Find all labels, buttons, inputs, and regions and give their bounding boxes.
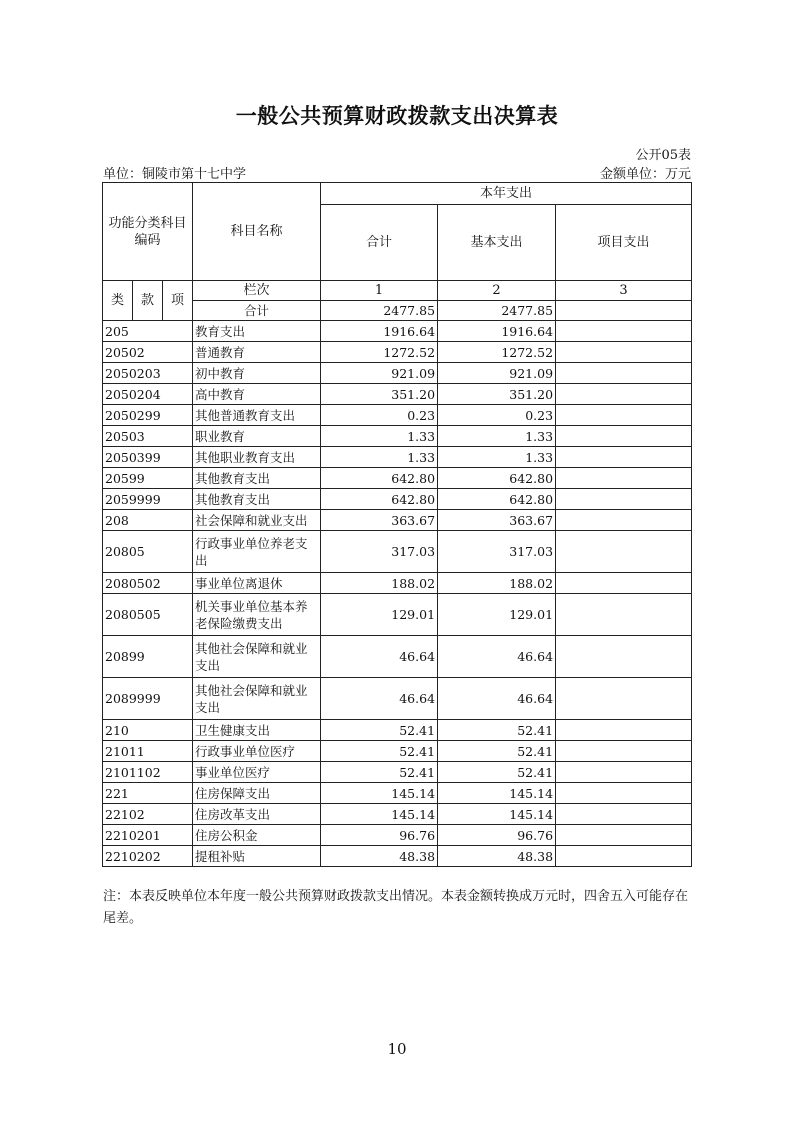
row-total: 46.64	[321, 678, 438, 720]
row-project	[556, 363, 692, 384]
row-basic: 1272.52	[438, 342, 556, 363]
row-basic: 145.14	[438, 783, 556, 804]
page-title: 一般公共预算财政拨款支出决算表	[235, 103, 559, 128]
row-total: 52.41	[321, 741, 438, 762]
row-name: 教育支出	[193, 321, 321, 342]
row-name: 住房公积金	[193, 825, 321, 846]
table-row	[103, 636, 692, 678]
header-lei: 类	[103, 281, 133, 321]
row-name: 普通教育	[193, 342, 321, 363]
row-basic: 52.41	[438, 741, 556, 762]
row-name: 住房改革支出	[193, 804, 321, 825]
row-project	[556, 321, 692, 342]
header-basic: 基本支出	[438, 205, 556, 281]
table-row	[103, 720, 692, 741]
table-row	[103, 489, 692, 510]
row-total: 642.80	[321, 489, 438, 510]
row-basic: 46.64	[438, 636, 556, 678]
row-project	[556, 678, 692, 720]
sum-total: 2477.85	[321, 301, 438, 321]
row-code: 221	[103, 783, 193, 804]
table-row	[103, 384, 692, 405]
row-total: 145.14	[321, 783, 438, 804]
row-project	[556, 510, 692, 531]
row-basic: 145.14	[438, 804, 556, 825]
header-column-label: 栏次	[193, 281, 321, 301]
header-kuan: 款	[133, 281, 163, 321]
row-total: 0.23	[321, 405, 438, 426]
table-row	[103, 342, 692, 363]
header-total: 合计	[321, 205, 438, 281]
row-name: 其他职业教育支出	[193, 447, 321, 468]
row-code: 20503	[103, 426, 193, 447]
table-row	[103, 321, 692, 342]
row-basic: 129.01	[438, 594, 556, 636]
row-basic: 48.38	[438, 846, 556, 867]
row-code: 2059999	[103, 489, 193, 510]
row-name: 事业单位离退休	[193, 573, 321, 594]
row-code: 2080505	[103, 594, 193, 636]
row-basic: 1.33	[438, 447, 556, 468]
row-code: 2101102	[103, 762, 193, 783]
footnote: 注：本表反映单位本年度一般公共预算财政拨款支出情况。本表金额转换成万元时，四舍五入可能存在尾差。	[103, 889, 689, 926]
table-row	[103, 762, 692, 783]
row-code: 2210202	[103, 846, 193, 867]
table-row	[103, 804, 692, 825]
row-project	[556, 783, 692, 804]
row-basic: 0.23	[438, 405, 556, 426]
row-project	[556, 468, 692, 489]
table-row	[103, 741, 692, 762]
row-total: 351.20	[321, 384, 438, 405]
table-row	[103, 468, 692, 489]
row-project	[556, 426, 692, 447]
table-row	[103, 531, 692, 573]
row-code: 20805	[103, 531, 193, 573]
row-code: 205	[103, 321, 193, 342]
row-name: 初中教育	[193, 363, 321, 384]
header-col3: 3	[556, 281, 692, 301]
row-code: 2050203	[103, 363, 193, 384]
table-row	[103, 825, 692, 846]
row-code: 2080502	[103, 573, 193, 594]
row-basic: 317.03	[438, 531, 556, 573]
row-code: 2050299	[103, 405, 193, 426]
row-basic: 642.80	[438, 468, 556, 489]
row-code: 22102	[103, 804, 193, 825]
table-row	[103, 426, 692, 447]
row-name: 行政事业单位养老支出	[193, 531, 321, 573]
row-basic: 363.67	[438, 510, 556, 531]
row-project	[556, 573, 692, 594]
row-basic: 921.09	[438, 363, 556, 384]
row-basic: 52.41	[438, 762, 556, 783]
row-project	[556, 636, 692, 678]
row-project	[556, 762, 692, 783]
row-total: 1.33	[321, 426, 438, 447]
row-total: 129.01	[321, 594, 438, 636]
row-project	[556, 384, 692, 405]
row-name: 其他教育支出	[193, 468, 321, 489]
money-unit-label: 金额单位：万元	[599, 167, 691, 182]
row-total: 96.76	[321, 825, 438, 846]
table-row	[103, 846, 692, 867]
table-row	[103, 363, 692, 384]
row-project	[556, 741, 692, 762]
row-total: 317.03	[321, 531, 438, 573]
row-project	[556, 489, 692, 510]
row-name: 其他普通教育支出	[193, 405, 321, 426]
row-basic: 188.02	[438, 573, 556, 594]
table-row	[103, 510, 692, 531]
sum-project	[556, 301, 692, 321]
row-basic: 52.41	[438, 720, 556, 741]
row-code: 20599	[103, 468, 193, 489]
table-row	[103, 447, 692, 468]
row-basic: 351.20	[438, 384, 556, 405]
row-project	[556, 447, 692, 468]
unit-label: 单位：铜陵市第十七中学	[103, 167, 247, 182]
row-name: 社会保障和就业支出	[193, 510, 321, 531]
row-total: 642.80	[321, 468, 438, 489]
header-project: 项目支出	[556, 205, 692, 281]
row-name: 卫生健康支出	[193, 720, 321, 741]
row-basic: 1.33	[438, 426, 556, 447]
row-basic: 96.76	[438, 825, 556, 846]
row-name: 其他社会保障和就业支出	[193, 636, 321, 678]
row-name: 事业单位医疗	[193, 762, 321, 783]
row-total: 1.33	[321, 447, 438, 468]
header-col1: 1	[321, 281, 438, 301]
form-code: 公开05表	[635, 148, 691, 163]
row-name: 其他社会保障和就业支出	[193, 678, 321, 720]
row-name: 高中教育	[193, 384, 321, 405]
row-name: 住房保障支出	[193, 783, 321, 804]
row-total: 188.02	[321, 573, 438, 594]
row-code: 20502	[103, 342, 193, 363]
row-name: 其他教育支出	[193, 489, 321, 510]
row-name: 行政事业单位医疗	[193, 741, 321, 762]
row-code: 20899	[103, 636, 193, 678]
row-project	[556, 342, 692, 363]
row-total: 52.41	[321, 762, 438, 783]
row-total: 52.41	[321, 720, 438, 741]
row-code: 2050399	[103, 447, 193, 468]
sum-label: 合计	[193, 301, 321, 321]
row-basic: 642.80	[438, 489, 556, 510]
row-name: 职业教育	[193, 426, 321, 447]
row-total: 363.67	[321, 510, 438, 531]
table-row	[103, 783, 692, 804]
row-total: 48.38	[321, 846, 438, 867]
row-total: 1916.64	[321, 321, 438, 342]
page-number: 10	[387, 1040, 407, 1058]
row-total: 46.64	[321, 636, 438, 678]
row-total: 921.09	[321, 363, 438, 384]
header-xiang: 项	[163, 281, 193, 321]
table-row	[103, 405, 692, 426]
table-row	[103, 678, 692, 720]
row-basic: 1916.64	[438, 321, 556, 342]
row-name: 提租补贴	[193, 846, 321, 867]
table-row	[103, 594, 692, 636]
header-subject-name: 科目名称	[193, 183, 321, 281]
row-code: 2210201	[103, 825, 193, 846]
row-basic: 46.64	[438, 678, 556, 720]
row-project	[556, 825, 692, 846]
row-code: 210	[103, 720, 193, 741]
row-name: 机关事业单位基本养老保险缴费支出	[193, 594, 321, 636]
header-func-code: 功能分类科目编码	[103, 183, 193, 281]
header-current-year: 本年支出	[321, 183, 692, 205]
row-project	[556, 531, 692, 573]
row-code: 2050204	[103, 384, 193, 405]
row-code: 21011	[103, 741, 193, 762]
table-row	[103, 573, 692, 594]
row-project	[556, 804, 692, 825]
header-col2: 2	[438, 281, 556, 301]
row-project	[556, 594, 692, 636]
expenditure-table	[102, 182, 692, 867]
row-total: 145.14	[321, 804, 438, 825]
row-code: 208	[103, 510, 193, 531]
row-project	[556, 846, 692, 867]
row-total: 1272.52	[321, 342, 438, 363]
sum-basic: 2477.85	[438, 301, 556, 321]
row-code: 2089999	[103, 678, 193, 720]
row-project	[556, 720, 692, 741]
row-project	[556, 405, 692, 426]
